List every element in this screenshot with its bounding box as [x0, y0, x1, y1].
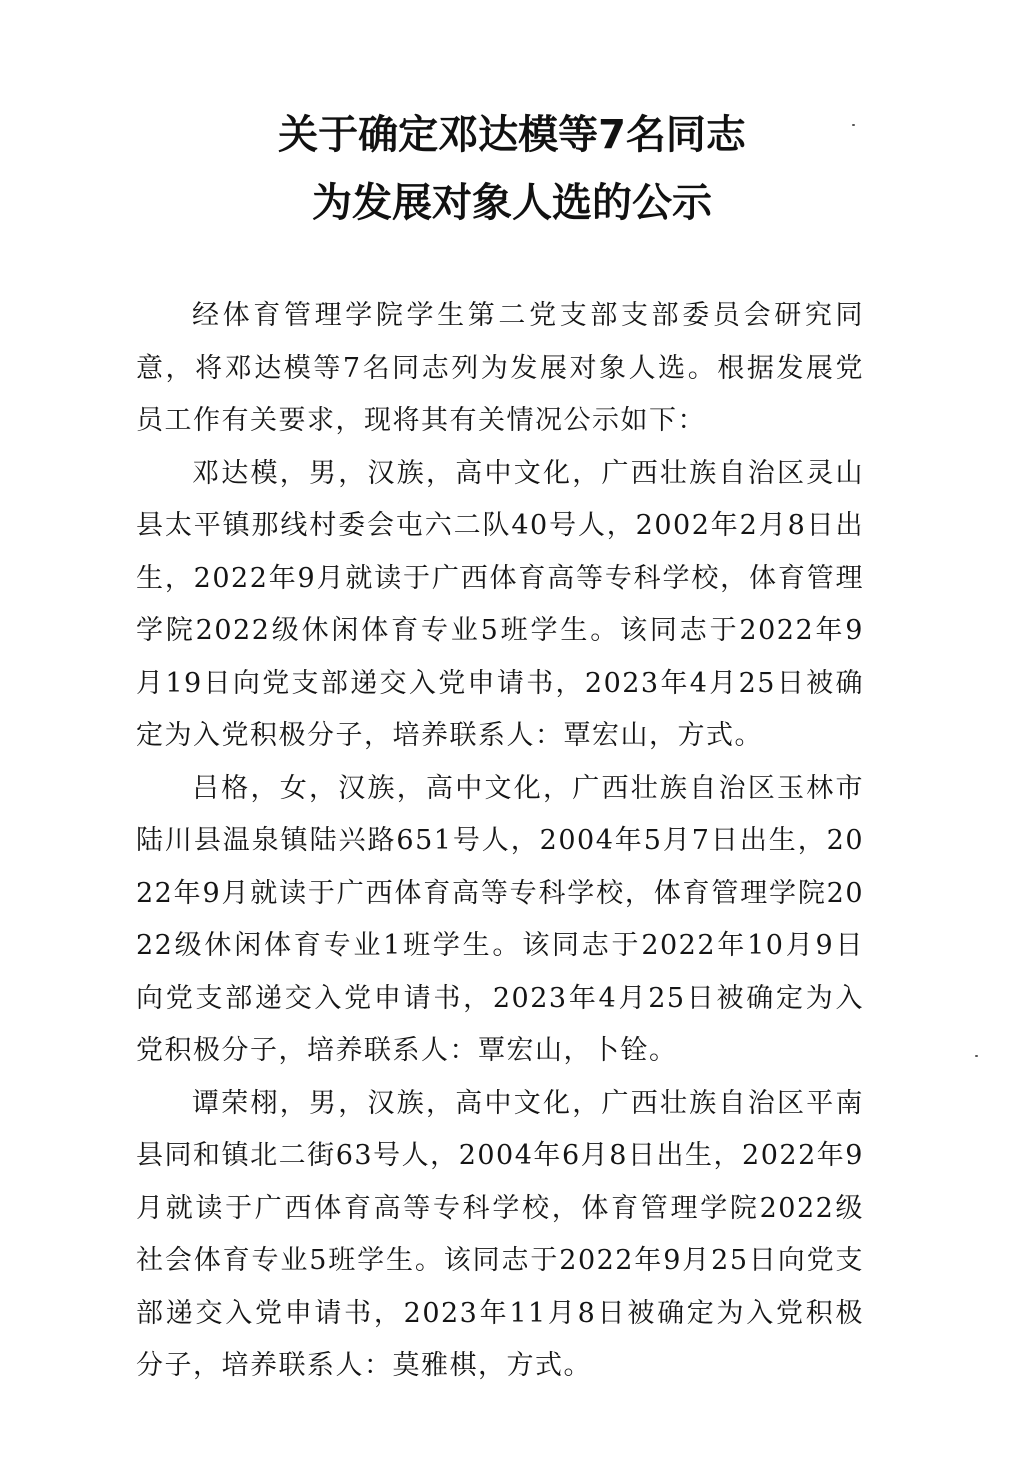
candidate-paragraph-tan: 谭荣栩，男，汉族，高中文化，广西壮族自治区平南县同和镇北二街63号人，2004年6月8日出生，2022年9月就读于广西体育高等专科学校，体育管理学院2022级社会体育专业5班学生。该同志于2022年9月25日向党支部递交入党申请书，2023年11月8日被确定为入党积极分子，培养联系人：莫雅棋，方式。	[136, 1087, 864, 1381]
candidate-paragraph-lv: 吕格，女，汉族，高中文化，广西壮族自治区玉林市陆川县温泉镇陆兴路651号人，2004年5月7日出生，2022年9月就读于广西体育高等专科学校，体育管理学院2022级休闲体育专业1班学生。该同志于2022年10月9日向党支部递交入党申请书，2023年4月25日被确定为入党积极分子，培养联系人：覃宏山，卜铨。	[136, 772, 864, 1066]
document-body	[136, 290, 864, 1393]
document-title-line-1: 关于确定邓达模等7名同志	[278, 112, 746, 158]
candidate-paragraph-deng: 邓达模，男，汉族，高中文化，广西壮族自治区灵山县太平镇那线村委会屯六二队40号人，2002年2月8日出生，2022年9月就读于广西体育高等专科学校，体育管理学院2022级休闲体育专业5班学生。该同志于2022年9月19日向党支部递交入党申请书，2023年4月25日被确定为入党积极分子，培养联系人：覃宏山，方式。	[136, 457, 864, 751]
scan-speck	[852, 124, 855, 126]
document-title-line-2: 为发展对象人选的公示	[312, 180, 712, 226]
scan-speck	[975, 1055, 978, 1057]
intro-paragraph: 经体育管理学院学生第二党支部支部委员会研究同意，将邓达模等7名同志列为发展对象人选。根据发展党员工作有关要求，现将其有关情况公示如下：	[136, 300, 864, 436]
